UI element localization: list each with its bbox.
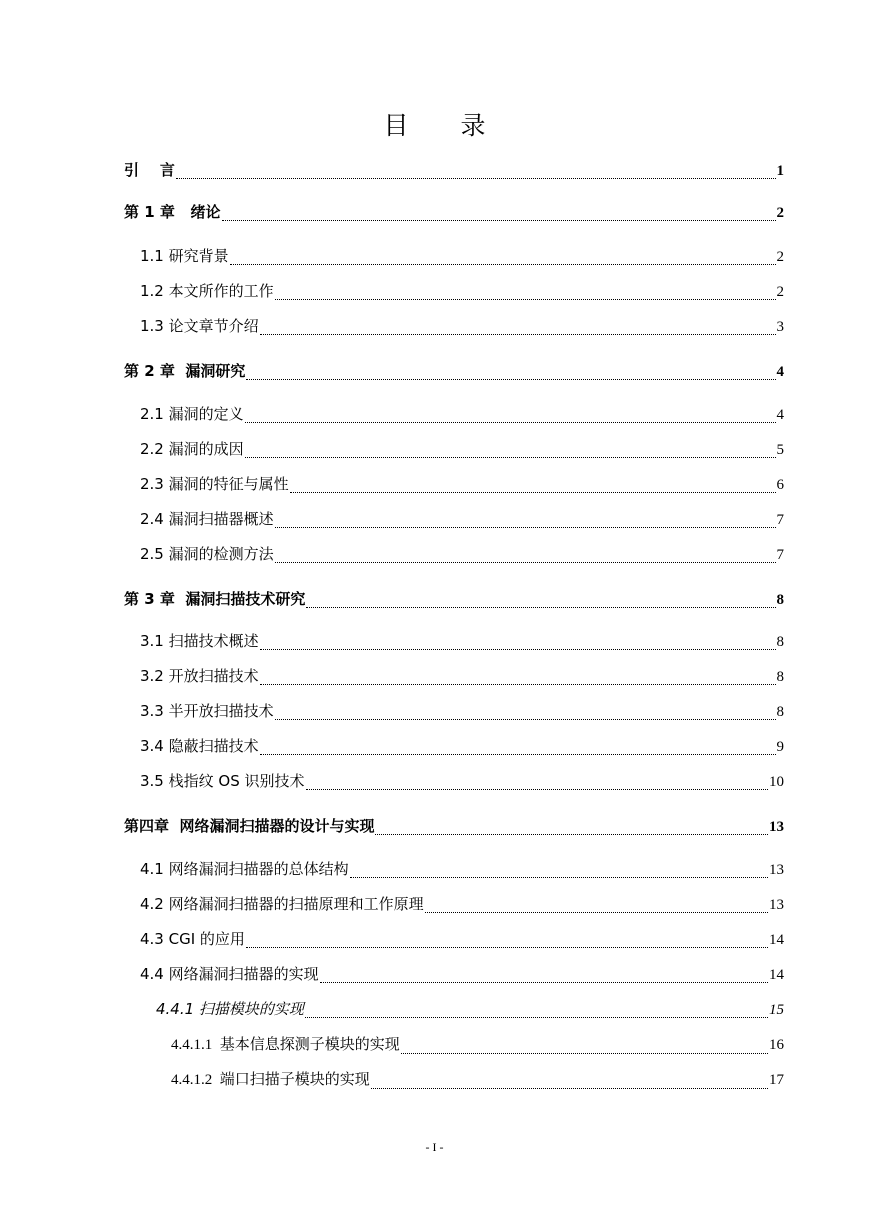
toc-entry-label: 3.5 栈指纹 OS 识别技术 — [140, 772, 305, 790]
toc-entry-page: 2 — [776, 205, 784, 221]
toc-entry-label: 2.1 漏洞的定义 — [140, 405, 244, 423]
toc-entry-section-2-5[interactable] — [140, 544, 784, 566]
toc-entry-page: 13 — [769, 819, 784, 835]
toc-entry-label: 3.2 开放扫描技术 — [140, 667, 259, 685]
dot-leader — [260, 324, 776, 338]
toc-entry-label: 3.4 隐蔽扫描技术 — [140, 737, 259, 755]
toc-entry-label: 第 2 章 漏洞研究 — [124, 362, 246, 380]
toc-entry-chapter-3[interactable] — [124, 589, 784, 611]
toc-entry-label: 第 1 章 绪论 — [124, 203, 221, 221]
dot-leader — [320, 972, 768, 986]
toc-entry-section-3-2[interactable] — [140, 666, 784, 688]
toc-entry-label: 2.3 漏洞的特征与属性 — [140, 475, 289, 493]
toc-entry-label: 4.4.1.2 端口扫描子模块的实现 — [171, 1072, 370, 1088]
toc-entry-label: 1.3 论文章节介绍 — [140, 317, 259, 335]
toc-entry-label: 4.4 网络漏洞扫描器的实现 — [140, 965, 319, 983]
toc-entry-label: 4.3 CGI 的应用 — [140, 930, 245, 948]
dot-leader — [246, 369, 775, 383]
toc-entry-page: 16 — [769, 1037, 784, 1053]
toc-entry-section-2-4[interactable] — [140, 509, 784, 531]
toc-entry-label: 4.4.1.1 基本信息探测子模块的实现 — [171, 1037, 400, 1053]
toc-entry-chapter-4[interactable] — [124, 816, 784, 838]
toc-entry-label: 2.2 漏洞的成因 — [140, 440, 244, 458]
toc-entry-label: 2.4 漏洞扫描器概述 — [140, 510, 274, 528]
toc-entry-section-3-4[interactable] — [140, 736, 784, 758]
toc-entry-section-1-3[interactable] — [140, 316, 784, 338]
toc-entry-label: 4.2 网络漏洞扫描器的扫描原理和工作原理 — [140, 895, 424, 913]
toc-entry-label: 第四章 网络漏洞扫描器的设计与实现 — [124, 817, 375, 835]
toc-entry-page: 8 — [776, 704, 784, 720]
dot-leader — [222, 210, 776, 224]
toc-entry-page: 7 — [776, 547, 784, 563]
dot-leader — [246, 937, 768, 951]
toc-entry-chapter-2[interactable] — [124, 361, 784, 383]
toc-entry-subsubsection-4-4-1-2[interactable] — [171, 1070, 784, 1092]
toc-entry-label: 3.3 半开放扫描技术 — [140, 702, 274, 720]
page-title: 目 录 — [383, 111, 508, 140]
dot-leader — [371, 1078, 768, 1092]
toc-entry-chapter-1[interactable] — [124, 202, 784, 224]
toc-entry-page: 4 — [776, 407, 784, 423]
toc-entry-section-2-3[interactable] — [140, 474, 784, 496]
toc-entry-page: 13 — [769, 862, 784, 878]
toc-entry-page: 13 — [769, 897, 784, 913]
toc-entry-label: 1.1 研究背景 — [140, 247, 229, 265]
toc-entry-section-4-4[interactable] — [140, 964, 784, 986]
toc-entry-page: 8 — [776, 669, 784, 685]
dot-leader — [375, 824, 768, 838]
toc-entry-section-3-3[interactable] — [140, 701, 784, 723]
toc-entry-page: 6 — [776, 477, 784, 493]
dot-leader — [425, 902, 768, 916]
toc-entry-page: 7 — [776, 512, 784, 528]
dot-leader — [290, 482, 776, 496]
toc-entry-page: 1 — [776, 163, 784, 179]
dot-leader — [306, 597, 775, 611]
toc-entry-subsection-4-4-1[interactable] — [156, 999, 784, 1021]
toc-entry-section-2-2[interactable] — [140, 439, 784, 461]
dot-leader — [275, 289, 776, 303]
toc-entry-section-4-1[interactable] — [140, 859, 784, 881]
toc-entry-label: 4.1 网络漏洞扫描器的总体结构 — [140, 860, 349, 878]
toc-entry-page: 14 — [769, 967, 784, 983]
toc-entry-page: 2 — [776, 284, 784, 300]
toc-entry-label: 引 言 — [124, 161, 175, 179]
toc-entry-page: 5 — [776, 442, 784, 458]
dot-leader — [275, 709, 776, 723]
dot-leader — [350, 867, 768, 881]
dot-leader — [176, 168, 776, 182]
toc-entry-page: 15 — [769, 1002, 784, 1018]
toc-entry-introduction[interactable] — [124, 160, 784, 182]
dot-leader — [275, 517, 776, 531]
toc-entry-page: 3 — [776, 319, 784, 335]
toc-entry-label: 1.2 本文所作的工作 — [140, 282, 274, 300]
toc-entry-page: 14 — [769, 932, 784, 948]
toc-entry-section-4-3[interactable] — [140, 929, 784, 951]
toc-entry-label: 2.5 漏洞的检测方法 — [140, 545, 274, 563]
toc-entry-label: 3.1 扫描技术概述 — [140, 632, 259, 650]
dot-leader — [260, 674, 776, 688]
dot-leader — [260, 744, 776, 758]
toc-entry-label: 第 3 章 漏洞扫描技术研究 — [124, 590, 306, 608]
toc-entry-section-4-2[interactable] — [140, 894, 784, 916]
toc-entry-page: 8 — [776, 592, 784, 608]
dot-leader — [401, 1043, 768, 1057]
toc-entry-page: 17 — [769, 1072, 784, 1088]
toc-entry-section-1-1[interactable] — [140, 246, 784, 268]
toc-entry-page: 9 — [776, 739, 784, 755]
toc-entry-section-3-1[interactable] — [140, 631, 784, 653]
toc-entry-page: 4 — [776, 364, 784, 380]
dot-leader — [245, 447, 776, 461]
toc-entry-subsubsection-4-4-1-1[interactable] — [171, 1035, 784, 1057]
toc-entry-page: 10 — [769, 774, 784, 790]
dot-leader — [245, 412, 776, 426]
page-number: - I - — [425, 1140, 444, 1154]
dot-leader — [230, 254, 776, 268]
dot-leader — [306, 779, 769, 793]
toc-entry-page: 2 — [776, 249, 784, 265]
dot-leader — [305, 1007, 768, 1021]
toc-entry-page: 8 — [776, 634, 784, 650]
toc-entry-section-3-5[interactable] — [140, 771, 784, 793]
toc-entry-section-2-1[interactable] — [140, 404, 784, 426]
toc-entry-label: 4.4.1 扫描模块的实现 — [156, 1000, 304, 1018]
toc-entry-section-1-2[interactable] — [140, 281, 784, 303]
dot-leader — [275, 552, 776, 566]
dot-leader — [260, 639, 776, 653]
